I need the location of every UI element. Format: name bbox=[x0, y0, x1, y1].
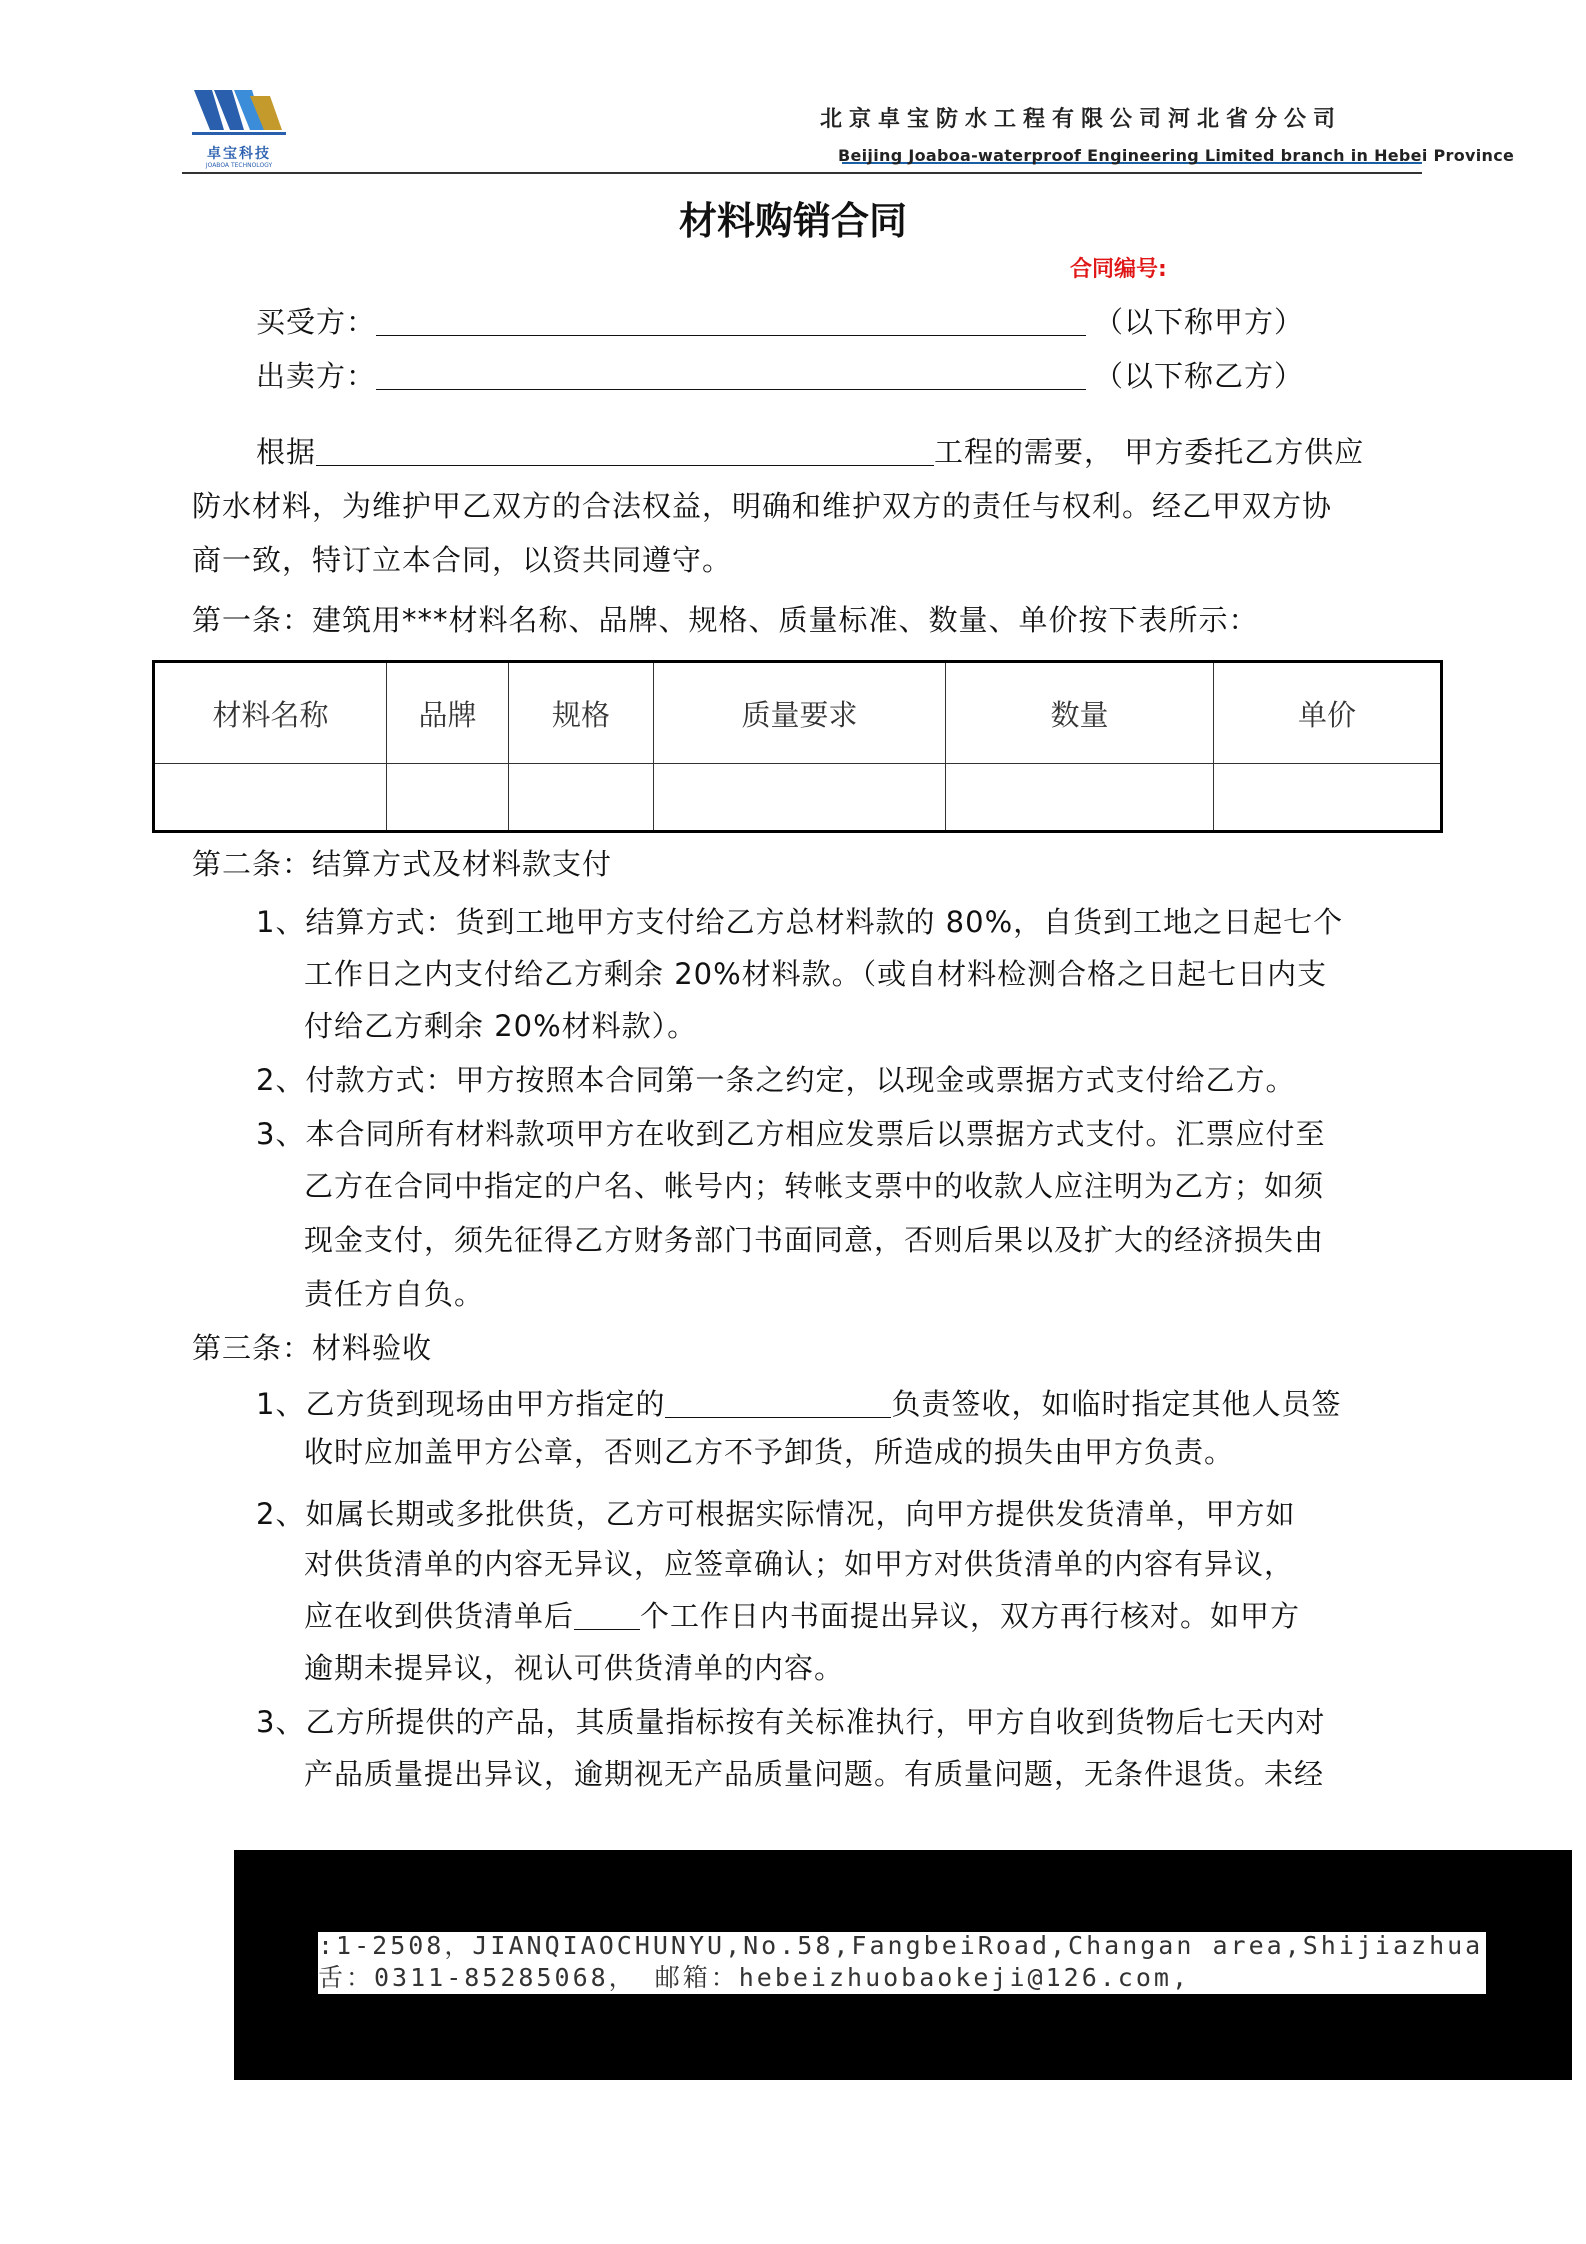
article3-item1-prefix: 1、乙方货到现场由甲方指定的 bbox=[256, 1387, 666, 1421]
intro-line-2: 防水材料，为维护甲乙双方的合法权益，明确和维护双方的责任与权利。经乙甲双方协 bbox=[192, 489, 1333, 523]
table-cell bbox=[509, 764, 654, 832]
article2-item1-line2: 工作日之内支付给乙方剩余 20%材料款。（或自材料检测合格之日起七日内支 bbox=[304, 957, 1328, 991]
header-rule bbox=[182, 172, 1422, 174]
article3-item3-line1: 3、乙方所提供的产品，其质量指标按有关标准执行，甲方自收到货物后七天内对 bbox=[256, 1705, 1326, 1739]
article3-item2-line1: 2、如属长期或多批供货，乙方可根据实际情况，向甲方提供发货清单，甲方如 bbox=[256, 1497, 1296, 1531]
company-logo bbox=[192, 86, 286, 169]
article3-item1-line2: 收时应加盖甲方公章，否则乙方不予卸货，所造成的损失由甲方负责。 bbox=[304, 1435, 1235, 1469]
article2-item3-line4: 责任方自负。 bbox=[304, 1277, 485, 1311]
table-cell bbox=[946, 764, 1214, 832]
company-name-cn: 北京卓宝防水工程有限公司河北省分公司 bbox=[820, 107, 1343, 132]
article3-item1-line1 bbox=[256, 1384, 1341, 1424]
col-header-quality: 质量要求 bbox=[654, 662, 946, 764]
signer-blank bbox=[665, 1387, 891, 1418]
table-cell bbox=[1214, 764, 1442, 832]
intro-line-3: 商一致，特订立本合同，以资共同遵守。 bbox=[192, 543, 733, 577]
intro-line-1 bbox=[256, 432, 1364, 472]
article2-item1-line3: 付给乙方剩余 20%材料款）。 bbox=[304, 1009, 698, 1043]
article3-heading: 第三条：材料验收 bbox=[192, 1331, 433, 1365]
table-cell bbox=[387, 764, 509, 832]
article2-item1-line1: 1、结算方式：货到工地甲方支付给乙方总材料款的 80%，自货到工地之日起七个 bbox=[256, 905, 1344, 939]
footer-contact: 舌：0311-85285068， 邮箱：hebeizhuobaokeji@126.com, bbox=[318, 1963, 1191, 1992]
contract-number-label: 合同编号: bbox=[1070, 257, 1167, 282]
article1-heading: 第一条：建筑用***材料名称、品牌、规格、质量标准、数量、单价按下表所示： bbox=[192, 603, 1259, 637]
col-header-unit-price: 单价 bbox=[1214, 662, 1442, 764]
article3-item2-line3-suffix: 个工作日内书面提出异议，双方再行核对。如甲方 bbox=[640, 1599, 1301, 1633]
article2-item2: 2、付款方式：甲方按照本合同第一条之约定，以现金或票据方式支付给乙方。 bbox=[256, 1063, 1296, 1097]
logo-mark-icon bbox=[192, 86, 286, 142]
seller-suffix: （以下称乙方） bbox=[1094, 359, 1305, 393]
col-header-quantity: 数量 bbox=[946, 662, 1214, 764]
article2-item3-line1: 3、本合同所有材料款项甲方在收到乙方相应发票后以票据方式支付。汇票应付至 bbox=[256, 1117, 1326, 1151]
logo-subtext: JOABOA TECHNOLOGY bbox=[205, 162, 273, 169]
col-header-brand: 品牌 bbox=[387, 662, 509, 764]
logo-text: 卓宝科技 bbox=[207, 146, 271, 162]
table-row bbox=[154, 764, 1442, 832]
intro-suffix: 工程的需要， 甲方委托乙方供应 bbox=[934, 435, 1365, 469]
article2-heading: 第二条：结算方式及材料款支付 bbox=[192, 847, 613, 881]
article3-item2-line2: 对供货清单的内容无异议，应签章确认；如甲方对供货清单的内容有异议， bbox=[304, 1547, 1295, 1581]
article3-item2-line3 bbox=[304, 1596, 1300, 1636]
buyer-suffix: （以下称甲方） bbox=[1094, 305, 1305, 339]
table-cell bbox=[654, 764, 946, 832]
footer-address: :1-2508，JIANQIAOCHUNYU,No.58,FangbeiRoad,Changan area,Shijiazhua bbox=[318, 1932, 1484, 1960]
materials-table bbox=[152, 660, 1443, 833]
col-header-material-name: 材料名称 bbox=[154, 662, 387, 764]
project-blank bbox=[316, 435, 934, 466]
document-title: 材料购销合同 bbox=[678, 199, 907, 243]
table-header-row bbox=[154, 662, 1442, 764]
seller-line bbox=[256, 356, 1304, 396]
article3-item3-line2: 产品质量提出异议，逾期视无产品质量问题。有质量问题，无条件退货。未经 bbox=[304, 1757, 1325, 1791]
article2-item3-line3: 现金支付，须先征得乙方财务部门书面同意，否则后果以及扩大的经济损失由 bbox=[304, 1223, 1325, 1257]
seller-blank bbox=[376, 359, 1086, 390]
article2-item3-line2: 乙方在合同中指定的户名、帐号内；转帐支票中的收款人应注明为乙方；如须 bbox=[304, 1169, 1325, 1203]
article3-item1-suffix: 负责签收，如临时指定其他人员签 bbox=[891, 1387, 1342, 1421]
company-name-en: Beijing Joaboa-waterproof Engineering Limited branch in Hebei Province bbox=[838, 146, 1515, 165]
col-header-spec: 规格 bbox=[509, 662, 654, 764]
buyer-line bbox=[256, 302, 1304, 342]
seller-label: 出卖方： bbox=[256, 359, 377, 393]
days-blank bbox=[574, 1599, 640, 1630]
intro-prefix: 根据 bbox=[256, 435, 317, 469]
article3-item2-line4: 逾期未提异议，视认可供货清单的内容。 bbox=[304, 1651, 845, 1685]
footer-contact-strip bbox=[318, 1932, 1486, 1994]
article3-item2-line3-prefix: 应在收到供货清单后 bbox=[304, 1599, 575, 1633]
buyer-label: 买受方： bbox=[256, 305, 377, 339]
table-cell bbox=[154, 764, 387, 832]
buyer-blank bbox=[376, 305, 1086, 336]
